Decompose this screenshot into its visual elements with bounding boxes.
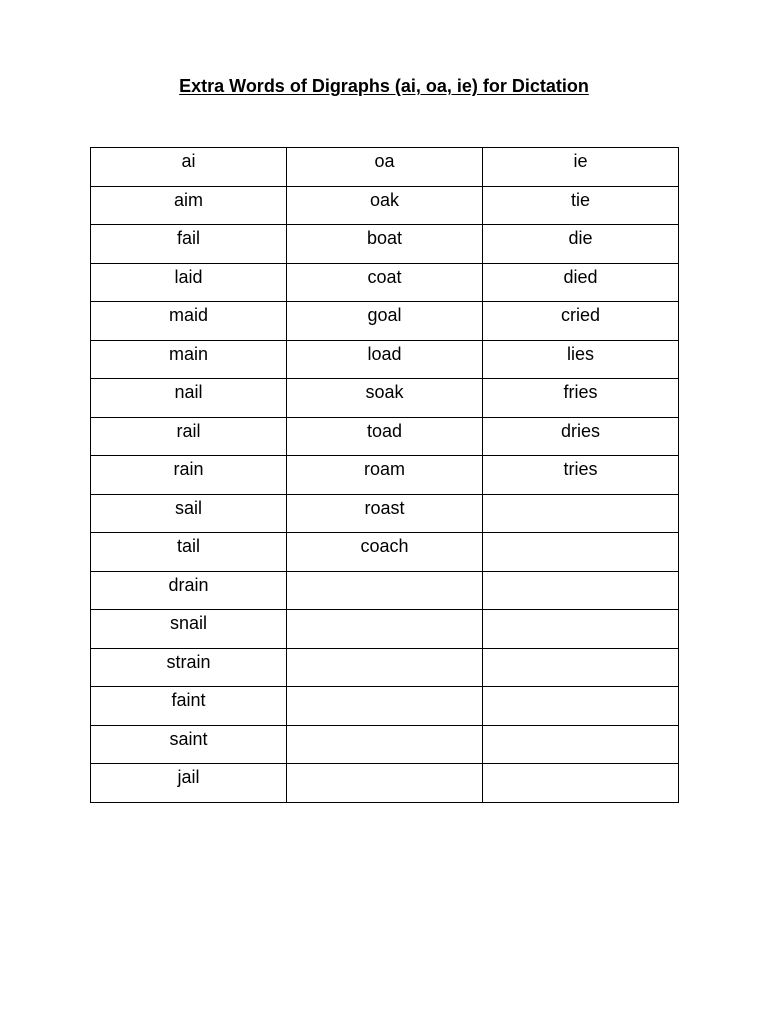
table-cell-ai: nail bbox=[91, 379, 287, 418]
table-cell-ie bbox=[483, 494, 679, 533]
table-cell-ie bbox=[483, 764, 679, 803]
table-cell-ie: die bbox=[483, 225, 679, 264]
table-cell-ie: tries bbox=[483, 456, 679, 495]
table-cell-ie bbox=[483, 687, 679, 726]
table-cell-oa bbox=[287, 764, 483, 803]
table-cell-ai: faint bbox=[91, 687, 287, 726]
table-row bbox=[91, 494, 679, 533]
table-row bbox=[91, 417, 679, 456]
table-cell-oa: boat bbox=[287, 225, 483, 264]
table-cell-ai: rail bbox=[91, 417, 287, 456]
table-cell-ai: saint bbox=[91, 725, 287, 764]
table-cell-oa bbox=[287, 687, 483, 726]
table-cell-ie: died bbox=[483, 263, 679, 302]
table-cell-oa: load bbox=[287, 340, 483, 379]
table-cell-ai: jail bbox=[91, 764, 287, 803]
table-cell-ai: aim bbox=[91, 186, 287, 225]
table-row bbox=[91, 533, 679, 572]
table-cell-ai: snail bbox=[91, 610, 287, 649]
table-row bbox=[91, 456, 679, 495]
table-cell-ie: fries bbox=[483, 379, 679, 418]
word-table bbox=[90, 147, 679, 803]
page-title: Extra Words of Digraphs (ai, oa, ie) for Dictation bbox=[179, 76, 589, 96]
table-cell-ie: cried bbox=[483, 302, 679, 341]
table-row bbox=[91, 340, 679, 379]
table-cell-ie bbox=[483, 533, 679, 572]
table-cell-oa: coat bbox=[287, 263, 483, 302]
table-cell-ie bbox=[483, 725, 679, 764]
table-row bbox=[91, 648, 679, 687]
table-cell-oa bbox=[287, 648, 483, 687]
table-cell-ie bbox=[483, 610, 679, 649]
column-header-oa: oa bbox=[287, 148, 483, 187]
table-row bbox=[91, 263, 679, 302]
table-row bbox=[91, 302, 679, 341]
table-row bbox=[91, 571, 679, 610]
table-cell-oa: coach bbox=[287, 533, 483, 572]
table-cell-ie bbox=[483, 571, 679, 610]
table-header-row bbox=[91, 148, 679, 187]
table-cell-ai: fail bbox=[91, 225, 287, 264]
column-header-ie: ie bbox=[483, 148, 679, 187]
table-cell-ie: lies bbox=[483, 340, 679, 379]
table-cell-ie: tie bbox=[483, 186, 679, 225]
table-cell-oa: roast bbox=[287, 494, 483, 533]
table-cell-oa: goal bbox=[287, 302, 483, 341]
table-cell-oa: roam bbox=[287, 456, 483, 495]
table-row bbox=[91, 225, 679, 264]
table-cell-oa bbox=[287, 610, 483, 649]
table-row bbox=[91, 764, 679, 803]
table-row bbox=[91, 725, 679, 764]
table-cell-ai: rain bbox=[91, 456, 287, 495]
table-cell-ai: drain bbox=[91, 571, 287, 610]
table-cell-ai: laid bbox=[91, 263, 287, 302]
table-cell-oa: soak bbox=[287, 379, 483, 418]
table-row bbox=[91, 379, 679, 418]
table-cell-oa bbox=[287, 571, 483, 610]
table-cell-ai: tail bbox=[91, 533, 287, 572]
table-row bbox=[91, 687, 679, 726]
table-cell-ie bbox=[483, 648, 679, 687]
table-cell-ie: dries bbox=[483, 417, 679, 456]
table-cell-oa: toad bbox=[287, 417, 483, 456]
table-row bbox=[91, 186, 679, 225]
column-header-ai: ai bbox=[91, 148, 287, 187]
table-cell-ai: sail bbox=[91, 494, 287, 533]
word-table-body bbox=[91, 148, 679, 803]
table-cell-ai: maid bbox=[91, 302, 287, 341]
table-cell-ai: main bbox=[91, 340, 287, 379]
table-cell-ai: strain bbox=[91, 648, 287, 687]
table-row bbox=[91, 610, 679, 649]
table-cell-oa bbox=[287, 725, 483, 764]
table-cell-oa: oak bbox=[287, 186, 483, 225]
